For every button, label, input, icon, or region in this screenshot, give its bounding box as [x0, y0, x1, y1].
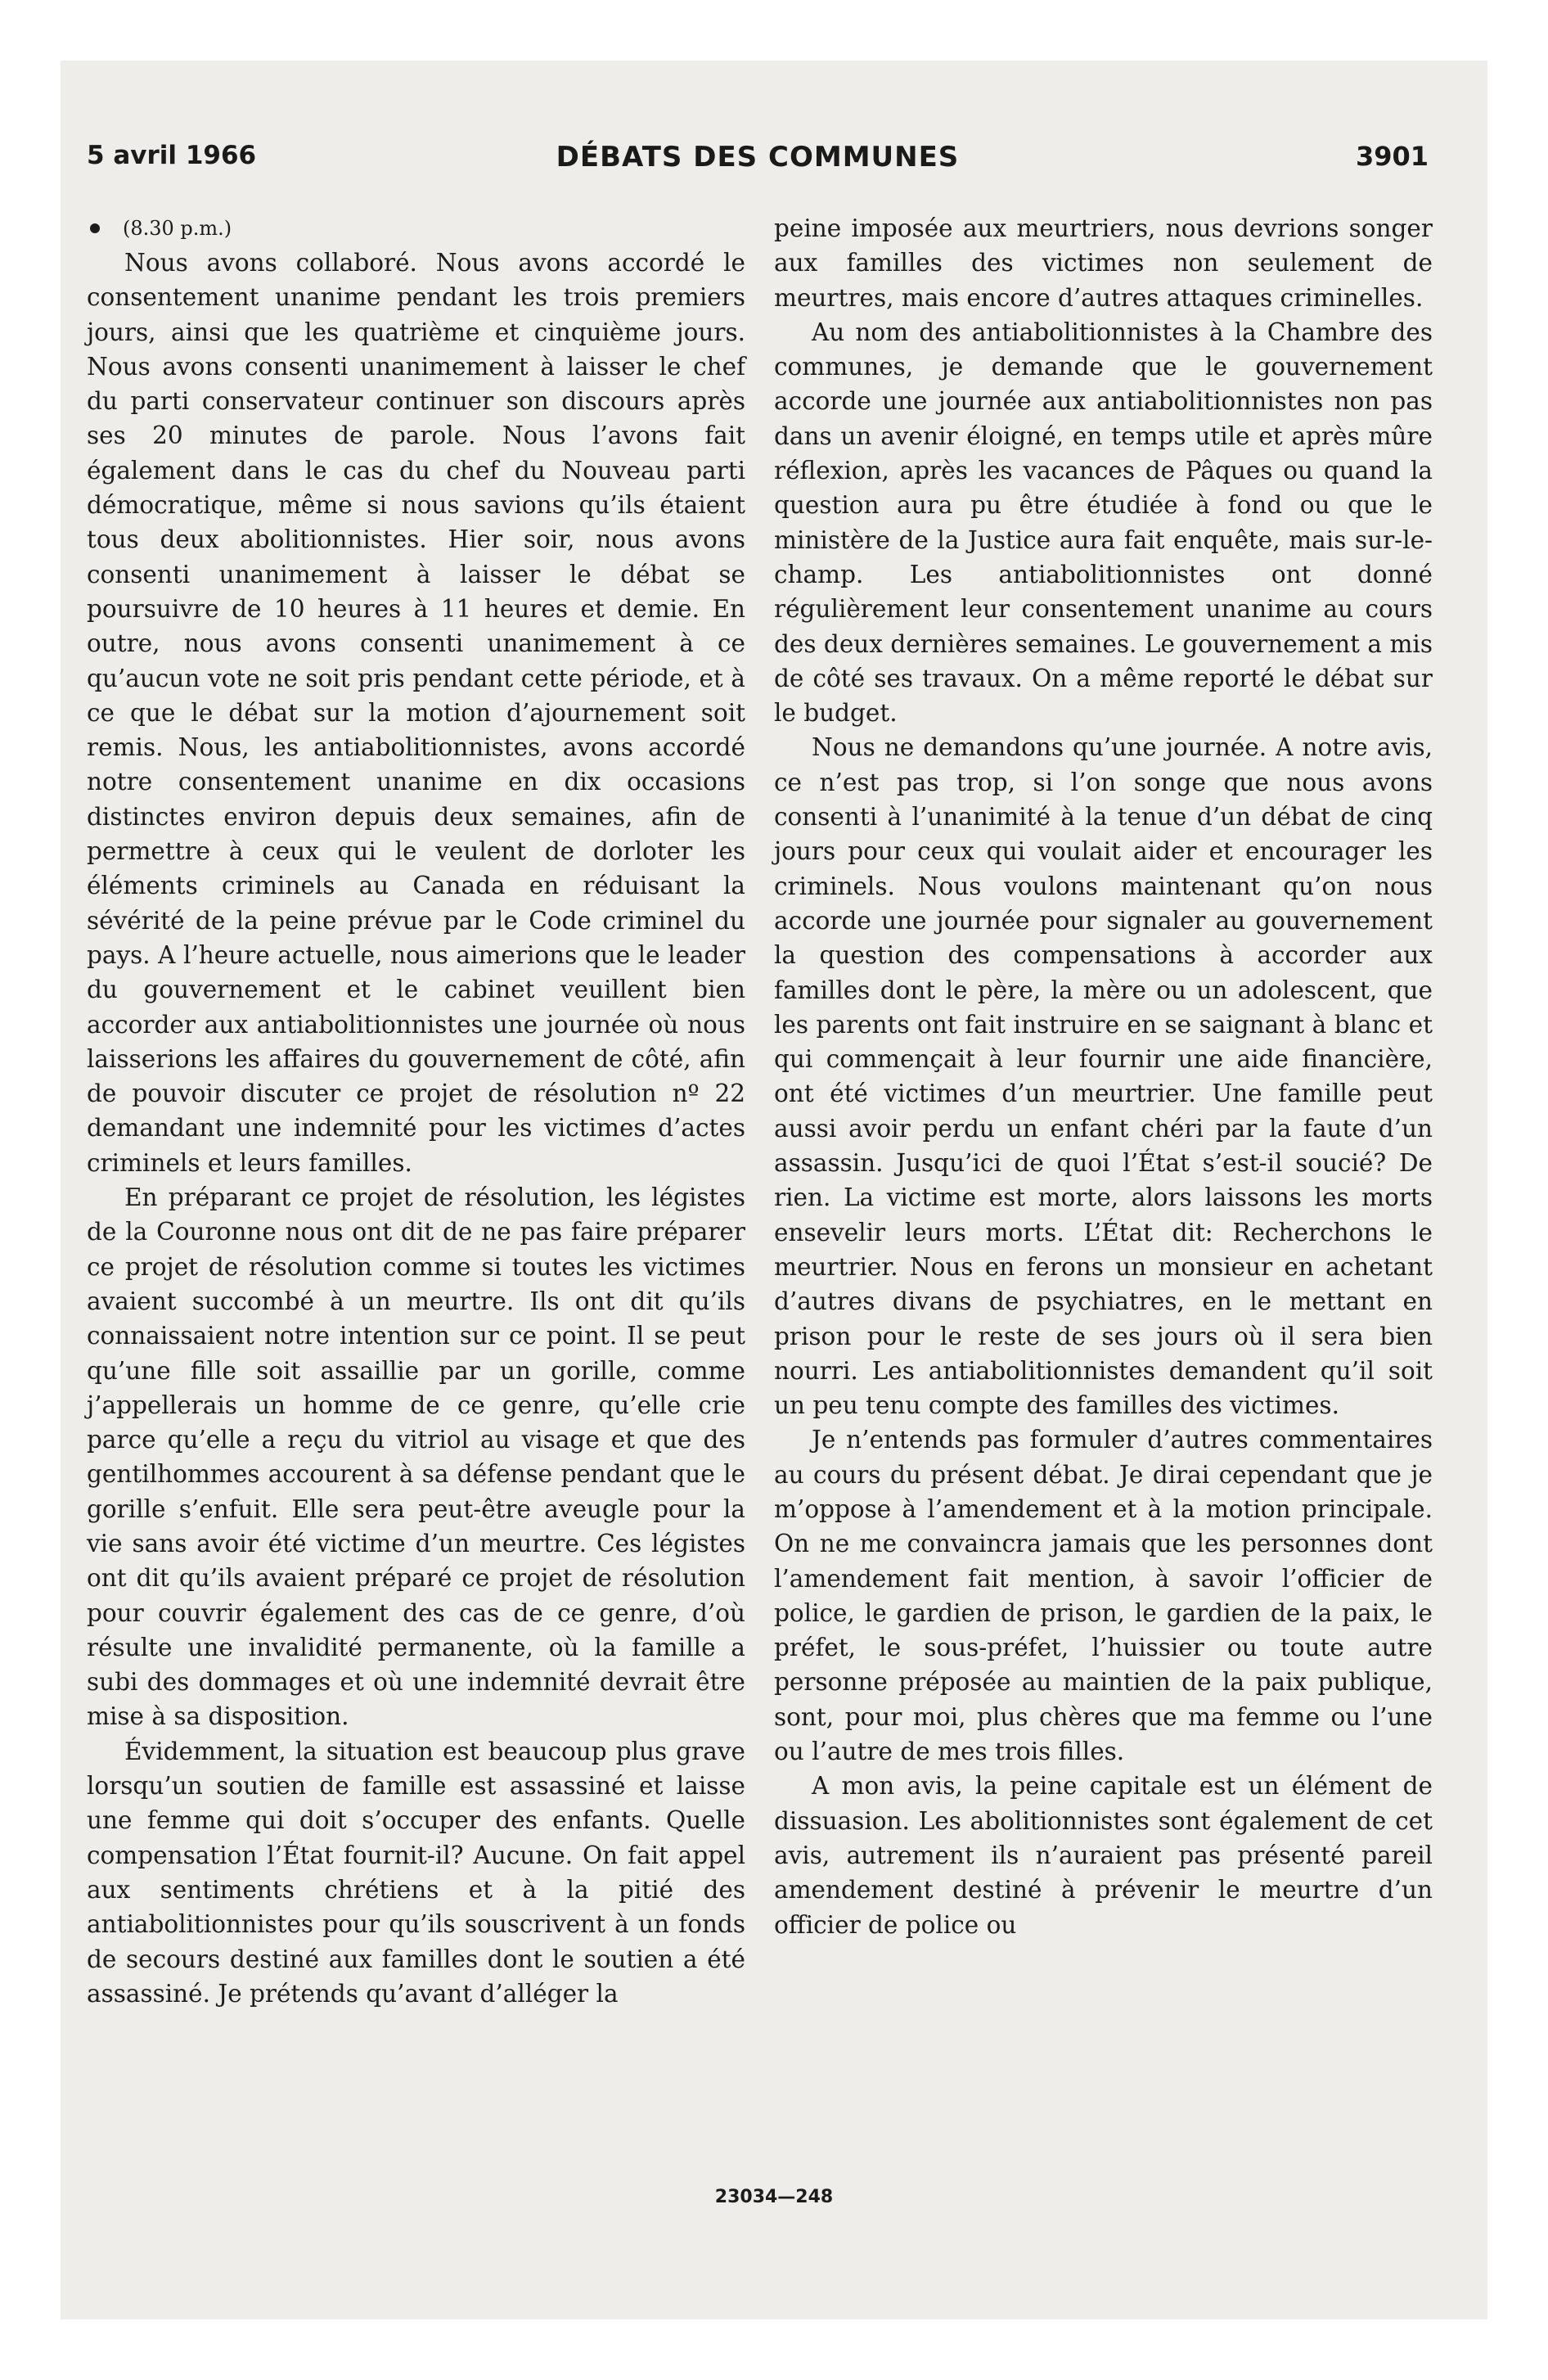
bullet-icon — [90, 223, 100, 233]
right-paragraph-4: A mon avis, la peine capitale est un élément de dissuasion. Les abolitionnistes sont également de cet avis, autrement ils n’auraient pas présenté pareil amendement destiné à prévenir le meurtre d’un officier de police ou — [774, 1772, 1433, 1939]
time-stamp — [87, 211, 745, 246]
left-paragraph-3: Évidemment, la situation est beaucoup plus grave lorsqu’un soutien de famille est assassiné et laisse une femme qui doit s’occuper des enfants. Quelle compensation l’État fournit-il? Aucune. On fait appel aux sentiments chrétiens et à la pitié des antiabolitionnistes pour qu’ils souscrivent à un fonds de secours destiné aux familles dont le soutien a été assassiné. Je prétends qu’avant d’alléger la — [87, 1737, 745, 2008]
page-header — [87, 141, 1429, 182]
left-column — [87, 211, 745, 2011]
right-paragraph-3: Je n’entends pas formuler d’autres commentaires au cours du présent débat. Je dirai cependant que je m’oppose à l’amendement et à la motion principale. On ne me convaincra jamais que les personnes dont l’amendement fait mention, à savoir l’officier de police, le gardien de prison, le gardien de la paix, le préfet, le sous-préfet, l’huissier ou toute autre personne préposée au maintien de la paix publique, sont, pour moi, plus chères que ma femme ou l’une ou l’autre de mes trois filles. — [774, 1426, 1433, 1766]
right-continuation: peine imposée aux meurtriers, nous devrions songer aux familles des victimes non seulement de meurtres, mais encore d’autres attaques criminelles. — [774, 214, 1433, 312]
time-stamp-text: (8.30 p.m.) — [123, 217, 232, 240]
header-page-number: 3901 — [1355, 141, 1429, 172]
printer-signature: 23034—248 — [714, 2187, 834, 2207]
header-journal-title: DÉBATS DES COMMUNES — [556, 141, 960, 174]
header-date: 5 avril 1966 — [87, 141, 257, 170]
right-column — [774, 211, 1433, 1942]
left-paragraph-1: Nous avons collaboré. Nous avons accordé le consentement unanime pendant les trois premiers jours, ainsi que les quatrième et cinquième jours. Nous avons consenti unanimement à laisser le chef du parti conservateur continuer son discours après ses 20 minutes de parole. Nous l’avons fait également dans le cas du chef du Nouveau parti démocratique, même si nous savions qu’ils étaient tous deux abolitionnistes. Hier soir, nous avons consenti unanimement à laisser le débat se poursuivre de 10 heures à 11 heures et demie. En outre, nous avons consenti unanimement à ce qu’aucun vote ne soit pris pendant cette période, et à ce que le débat sur la motion d’ajournement soit remis. Nous, les antiabolitionnistes, avons accordé notre consentement unanime en dix occasions distinctes environ depuis deux semaines, afin de permettre à ceux qui le veulent de dorloter les éléments criminels au Canada en réduisant la sévérité de la peine prévue par le Code criminel du pays. A l’heure actuelle, nous aimerions que le leader du gouvernement et le cabinet veuillent bien accorder aux antiabolitionnistes une journée où nous laisserions les affaires du gouvernement de côté, afin de pouvoir discuter ce projet de résolution nº 22 demandant une indemnité pour les victimes d’actes criminels et leurs familles. — [87, 249, 745, 1177]
right-paragraph-2: Nous ne demandons qu’une journée. A notre avis, ce n’est pas trop, si l’on songe que nous avons consenti à l’unanimité à la tenue d’un débat de cinq jours pour ceux qui voulait aider et encourager les criminels. Nous voulons maintenant qu’on nous accorde une journée pour signaler au gouvernement la question des compensations à accorder aux familles dont le père, la mère ou un adolescent, que les parents ont fait instruire en se saignant à blanc et qui commençait à leur fournir une aide financière, ont été victimes d’un meurtrier. Une famille peut aussi avoir perdu un enfant chéri par la faute d’un assassin. Jusqu’ici de quoi l’État s’est-il soucié? De rien. La victime est morte, alors laissons les morts ensevelir leurs morts. L’État dit: Recherchons le meurtrier. Nous en ferons un monsieur en achetant d’autres divans de psychiatres, en le mettant en prison pour le reste de ses jours où il sera bien nourri. Les antiabolitionnistes demandent qu’il soit un peu tenu compte des familles des victimes. — [774, 733, 1433, 1420]
right-paragraph-1: Au nom des antiabolitionnistes à la Chambre des communes, je demande que le gouvernement accorde une journée aux antiabolitionnistes non pas dans un avenir éloigné, en temps utile et après mûre réflexion, après les vacances de Pâques ou quand la question aura pu être étudiée à fond ou que le ministère de la Justice aura fait enquête, mais sur-le-champ. Les antiabolitionnistes ont donné régulièrement leur consentement unanime au cours des deux dernières semaines. Le gouvernement a mis de côté ses travaux. On a même reporté le débat sur le budget. — [774, 318, 1433, 728]
left-paragraph-2: En préparant ce projet de résolution, les légistes de la Couronne nous ont dit de ne pas faire préparer ce projet de résolution comme si toutes les victimes avaient succombé à un meurtre. Ils ont dit qu’ils connaissaient notre intention sur ce point. Il se peut qu’une fille soit assaillie par un gorille, comme j’appellerais un homme de ce genre, qu’elle crie parce qu’elle a reçu du vitriol au visage et que des gentilhommes accourent à sa défense pendant que le gorille s’enfuit. Elle sera peut-être aveugle pour la vie sans avoir été victime d’un meurtre. Ces légistes ont dit qu’ils avaient préparé ce projet de résolution pour couvrir également des cas de ce genre, d’où résulte une invalidité permanente, où la famille a subi des dommages et où une indemnité devrait être mise à sa disposition. — [87, 1183, 745, 1731]
